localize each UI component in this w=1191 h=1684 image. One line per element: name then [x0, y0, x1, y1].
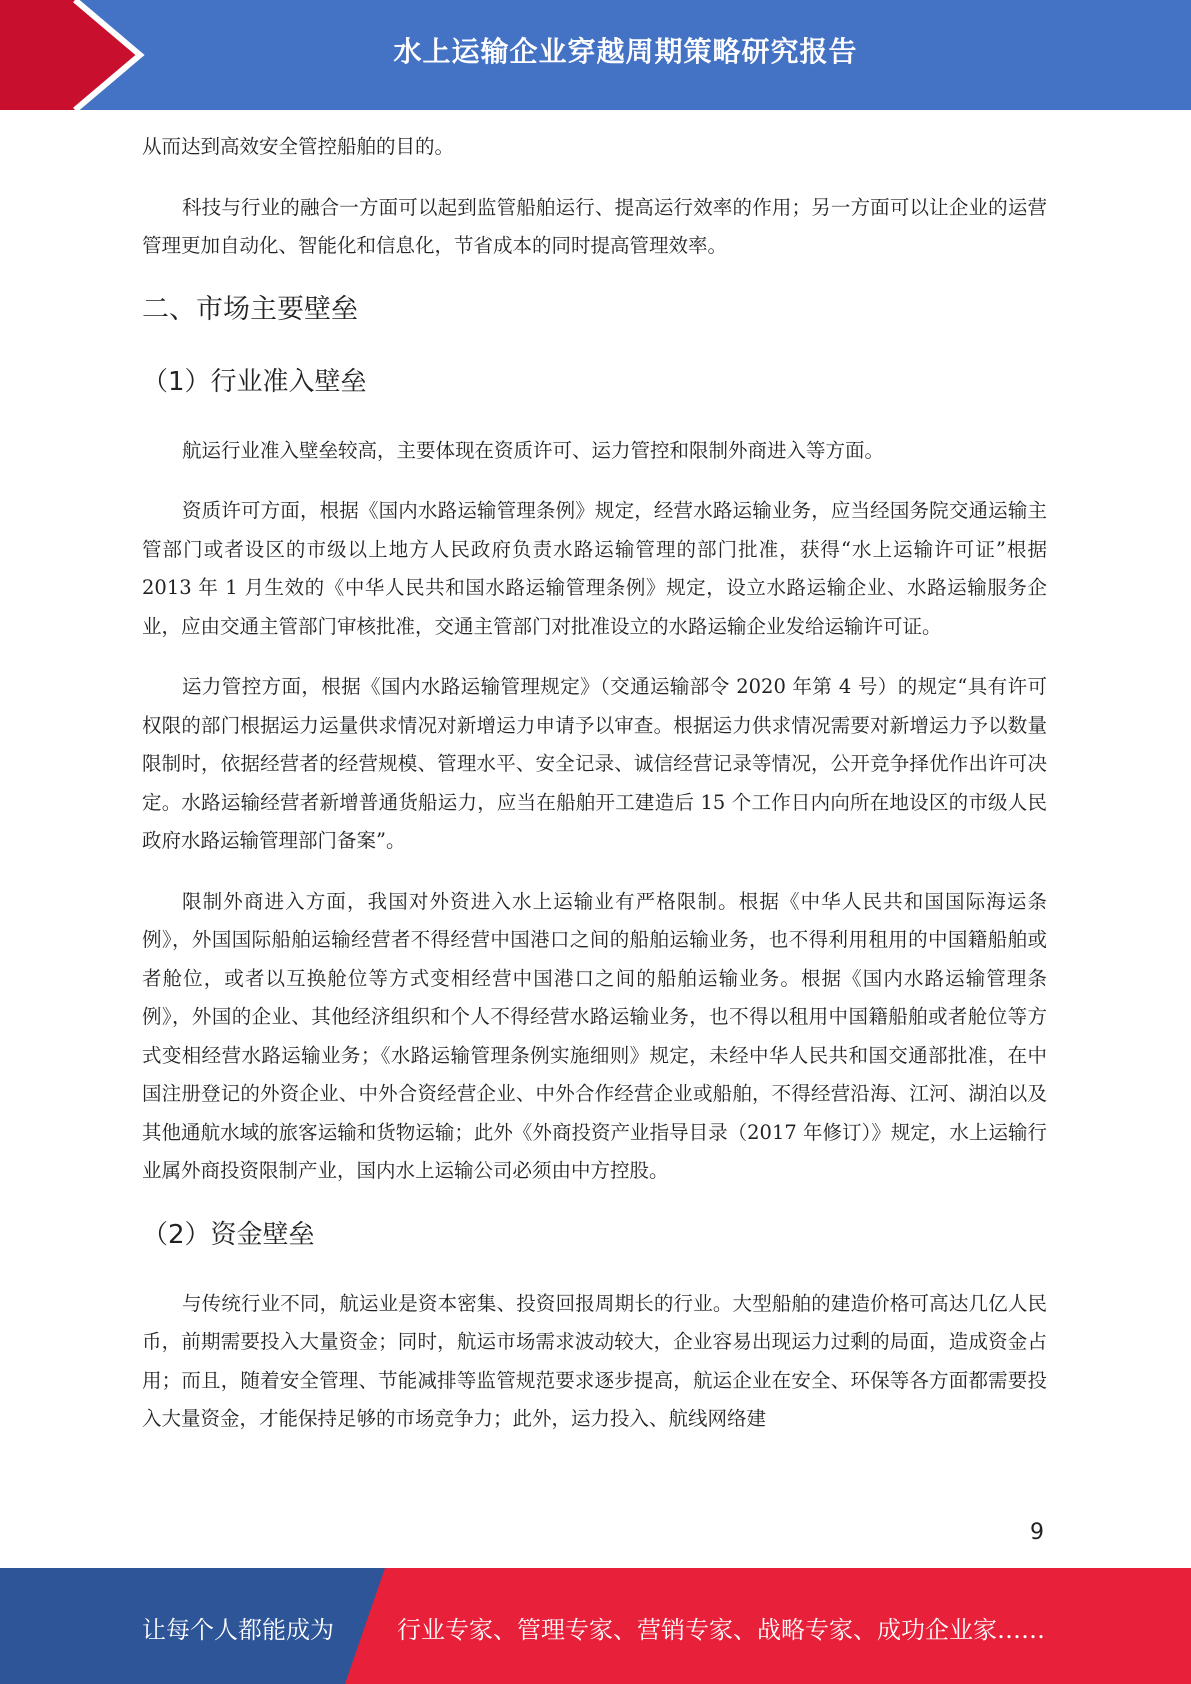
paragraph: 航运行业准入壁垒较高，主要体现在资质许可、运力管控和限制外商进入等方面。: [182, 438, 885, 462]
report-title: 水上运输企业穿越周期策略研究报告: [393, 35, 858, 68]
footer-slogan-left: 让每个人都能成为: [142, 1616, 334, 1644]
subsection-heading: （2）资金壁垒: [142, 1219, 315, 1250]
section-heading: 二、市场主要壁垒: [142, 293, 358, 325]
paragraph: 与传统行业不同，航运业是资本密集、投资回报周期长的行业。大型船舶的建造价格可高达几亿人民币，前期需要投入大量资金；同时，航运市场需求波动较大，企业容易出现运力过剩的局面，造成资金占用；而且，随着安全管理、节能减排等监管规范要求逐步提高，航运企业在安全、环保等各方面都需要投入大量资金，才能保持足够的市场竞争力；此外，运力投入、航线网络建: [142, 1291, 1047, 1430]
paragraph: 资质许可方面，根据《国内水路运输管理条例》规定，经营水路运输业务，应当经国务院交通运输主管部门或者设区的市级以上地方人民政府负责水路运输管理的部门批准，获得“水上运输许可证”根据 2013 年 1 月生效的《中华人民共和国水路运输管理条例》规定，设立水路运输企业、水路运输服务企业，应由交通主管部门审核批准，交通主管部门对批准设立的水路运输企业发给运输许可证。: [142, 499, 1047, 638]
paragraph: 运力管控方面，根据《国内水路运输管理规定》（交通运输部令 2020 年第 4 号）的规定“具有许可权限的部门根据运力运量供求情况对新增运力申请予以审查。根据运力供求情况需要对新增运力予以数量限制时，依据经营者的经营规模、管理水平、安全记录、诚信经营记录等情况，公开竞争择优作出许可决定。水路运输经营者新增普通货船运力，应当在船舶开工建造后 15 个工作日内向所在地设区的市级人民政府水路运输管理部门备案”。: [142, 675, 1047, 852]
page-number: 9: [1030, 1520, 1044, 1545]
page-header: [0, 0, 1191, 110]
footer-slogan-right: 行业专家、管理专家、营销专家、战略专家、成功企业家……: [397, 1616, 1045, 1644]
document-body: [142, 128, 1047, 1461]
paragraph: 限制外商进入方面，我国对外资进入水上运输业有严格限制。根据《中华人民共和国国际海运条例》，外国国际船舶运输经营者不得经营中国港口之间的船舶运输业务，也不得利用租用的中国籍船舶或者舱位，或者以互换舱位等方式变相经营中国港口之间的船舶运输业务。根据《国内水路运输管理条例》，外国的企业、其他经济组织和个人不得经营水路运输业务，也不得以租用中国籍船舶或者舱位等方式变相经营水路运输业务；《水路运输管理条例实施细则》规定，未经中华人民共和国交通部批准，在中国注册登记的外资企业、中外合资经营企业、中外合作经营企业或船舶，不得经营沿海、江河、湖泊以及其他通航水域的旅客运输和货物运输；此外《外商投资产业指导目录（2017 年修订）》规定，水上运输行业属外商投资限制产业，国内水上运输公司必须由中方控股。: [142, 889, 1047, 1182]
subsection-heading: （1）行业准入壁垒: [142, 366, 367, 397]
page-footer: [0, 1568, 1191, 1684]
paragraph: 从而达到高效安全管控船舶的目的。: [142, 135, 455, 158]
paragraph: 科技与行业的融合一方面可以起到监管船舶运行、提高运行效率的作用；另一方面可以让企业的运营管理更加自动化、智能化和信息化，节省成本的同时提高管理效率。: [142, 195, 1047, 257]
